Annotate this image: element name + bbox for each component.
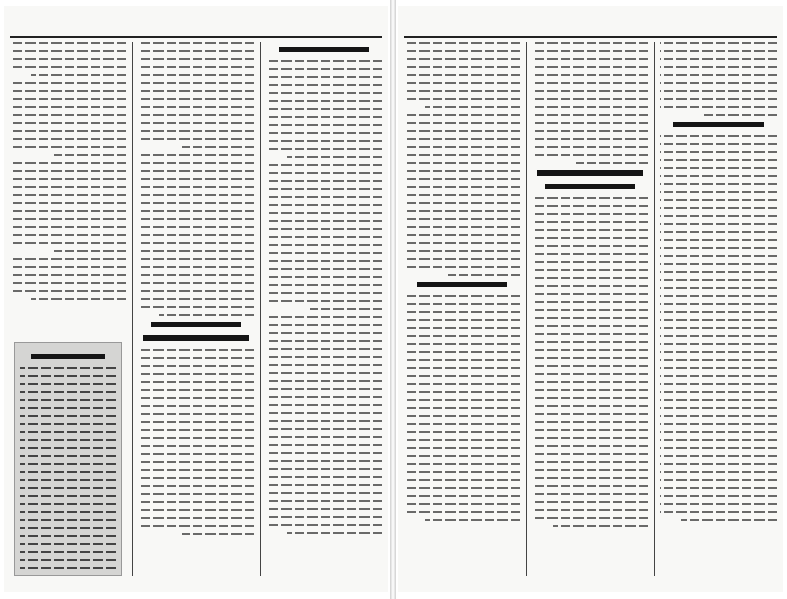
right-page-columns xyxy=(404,42,777,576)
left-page-column-1 xyxy=(266,42,382,576)
left-page xyxy=(4,6,388,592)
left-page-column-2 xyxy=(138,42,254,576)
left-page-columns xyxy=(10,42,382,576)
right-page xyxy=(398,6,783,592)
column-divider xyxy=(260,42,261,576)
column-divider xyxy=(654,42,655,576)
right-page-header xyxy=(404,14,777,38)
book-gutter xyxy=(390,0,396,599)
left-page-column-3 xyxy=(10,42,126,576)
left-page-shaded-notice xyxy=(14,342,122,576)
right-page-column-3 xyxy=(404,42,520,576)
column-divider xyxy=(526,42,527,576)
right-page-column-1 xyxy=(660,42,777,576)
left-page-header xyxy=(10,14,382,38)
column-divider xyxy=(132,42,133,576)
right-page-column-2 xyxy=(532,42,648,576)
